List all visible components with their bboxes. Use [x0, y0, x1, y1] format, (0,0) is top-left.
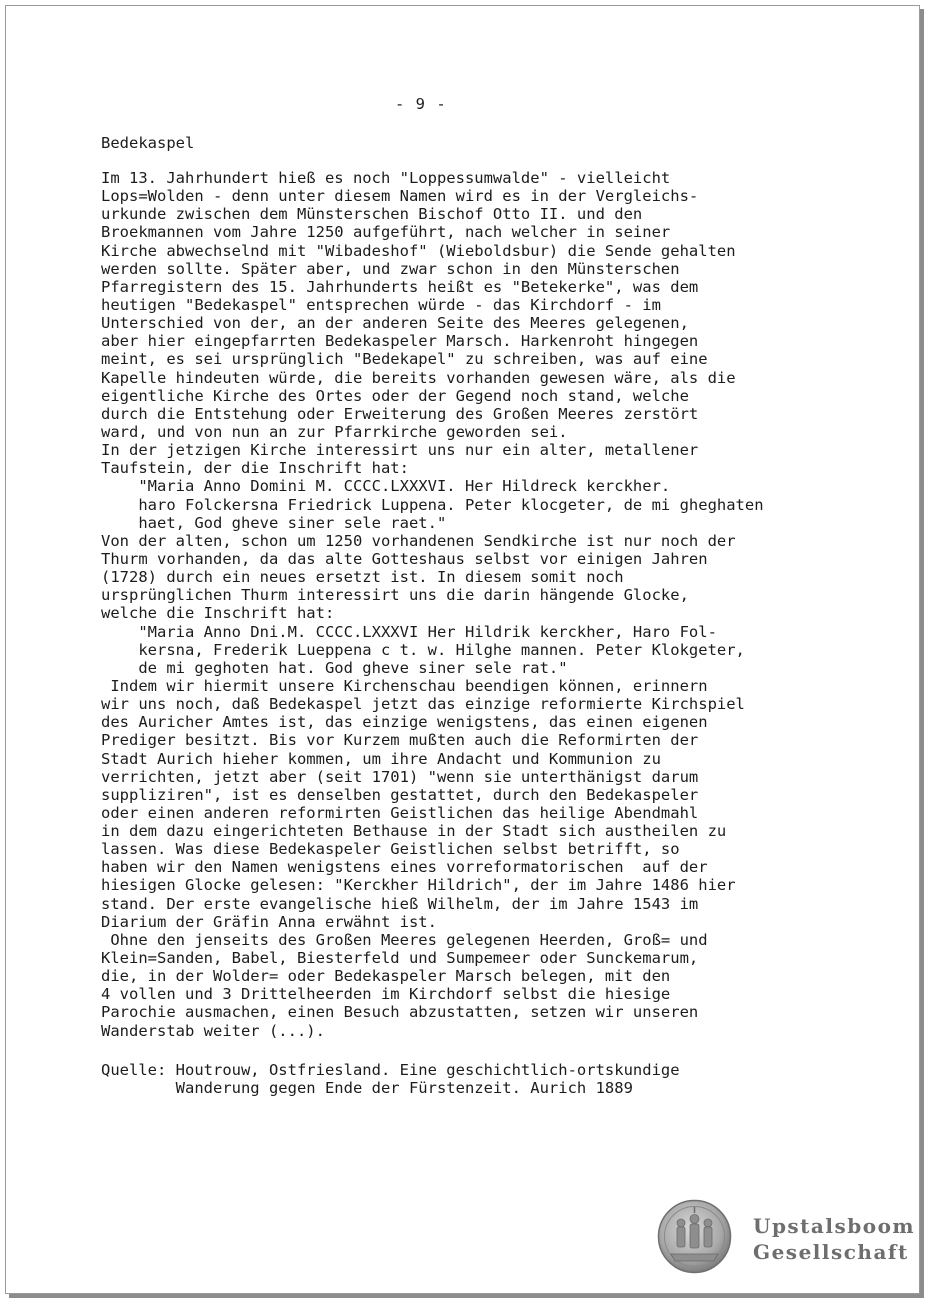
text-line: haet, God gheve siner sele raet."	[101, 513, 447, 532]
text-line: de mi geghoten hat. God gheve siner sele rat."	[101, 658, 568, 677]
text-line: haben wir den Namen wenigstens eines vorreformatorischen auf der	[101, 858, 708, 877]
text-line: ward, und von nun an zur Pfarrkirche geworden sei.	[101, 422, 568, 441]
logo-line-2: Gesellschaft	[753, 1240, 909, 1264]
text-line: lassen. Was diese Bedekaspeler Geistlichen selbst betrifft, so	[101, 840, 680, 859]
logo-line-1: Upstalsboom	[753, 1214, 916, 1238]
text-line: 4 vollen und 3 Drittelheerden im Kirchdorf selbst die hiesige	[101, 985, 671, 1004]
text-line: Klein=Sanden, Babel, Biesterfeld und Sumpemeer oder Sunckemarum,	[101, 949, 699, 968]
text-line: aber hier eingepfarrten Bedekaspeler Marsch. Harkenroht hingegen	[101, 332, 699, 351]
text-line: die, in der Wolder= oder Bedekaspeler Marsch belegen, mit den	[101, 967, 671, 986]
text-line: verrichten, jetzt aber (seit 1701) "wenn sie unterthänigst darum	[101, 767, 699, 786]
seal-emblem-icon	[657, 1199, 732, 1274]
text-line: Kapelle hindeuten würde, die bereits vorhanden gewesen wäre, als die	[101, 368, 736, 387]
text-line: kersna, Frederik Lueppena c t. w. Hilghe mannen. Peter Klokgeter,	[101, 640, 745, 659]
text-line: Broekmannen vom Jahre 1250 aufgeführt, nach welcher in seiner	[101, 223, 671, 242]
text-line: heutigen "Bedekaspel" entsprechen würde - das Kirchdorf - im	[101, 295, 661, 314]
text-line: urkunde zwischen dem Münsterschen Bischof Otto II. und den	[101, 205, 643, 224]
text-line: Wanderstab weiter (...).	[101, 1021, 325, 1040]
text-line: werden sollte. Später aber, und zwar schon in den Münsterschen	[101, 259, 680, 278]
text-line: Parochie ausmachen, einen Besuch abzustatten, setzen wir unseren	[101, 1003, 699, 1022]
text-line: "Maria Anno Dni.M. CCCC.LXXXVI Her Hildrik kerckher, Haro Fol-	[101, 622, 717, 641]
text-line: Unterschied von der, an der anderen Seite des Meeres gelegenen,	[101, 314, 689, 333]
text-line: Taufstein, der die Inschrift hat:	[101, 459, 409, 478]
text-line: Prediger besitzt. Bis vor Kurzem mußten auch die Reformirten der	[101, 731, 699, 750]
text-line: suppliziren", ist es denselben gestattet, durch den Bedekaspeler	[101, 785, 699, 804]
logo-wordmark	[753, 1213, 915, 1265]
society-logo	[657, 1197, 916, 1277]
text-line: In der jetzigen Kirche interessirt uns nur ein alter, metallener	[101, 441, 699, 460]
text-line: Im 13. Jahrhundert hieß es noch "Loppessumwalde" - vielleicht	[101, 169, 671, 187]
text-line: durch die Entstehung oder Erweiterung des Großen Meeres zerstört	[101, 404, 699, 423]
text-line: welche die Inschrift hat:	[101, 604, 335, 623]
text-line: meint, es sei ursprünglich "Bedekapel" zu schreiben, was auf eine	[101, 350, 708, 369]
text-line: Pfarregistern des 15. Jahrhunderts heißt es "Betekerke", was dem	[101, 277, 699, 296]
text-line: oder einen anderen reformirten Geistlichen das heilige Abendmahl	[101, 803, 699, 822]
text-line: (1728) durch ein neues ersetzt ist. In diesem somit noch	[101, 568, 624, 587]
text-line: in dem dazu eingerichteten Bethause in der Stadt sich austheilen zu	[101, 822, 727, 841]
text-line: stand. Der erste evangelische hieß Wilhelm, der im Jahre 1543 im	[101, 894, 699, 913]
source-line: Quelle: Houtrouw, Ostfriesland. Eine geschichtlich-ortskundige	[101, 1061, 680, 1079]
source-line: Wanderung gegen Ende der Fürstenzeit. Aurich 1889	[101, 1079, 633, 1097]
text-line: wir uns noch, daß Bedekaspel jetzt das einzige reformierte Kirchspiel	[101, 695, 745, 714]
text-line: Von der alten, schon um 1250 vorhandenen Sendkirche ist nur noch der	[101, 531, 736, 550]
text-line: des Auricher Amtes ist, das einzige wenigstens, das einen eigenen	[101, 713, 708, 732]
text-line: Ohne den jenseits des Großen Meeres gelegenen Heerden, Groß= und	[101, 930, 708, 949]
text-line: Diarium der Gräfin Anna erwähnt ist.	[101, 912, 437, 931]
section-heading: Bedekaspel	[101, 134, 195, 152]
body-text	[101, 169, 881, 1040]
text-line: haro Folckersna Friedrick Luppena. Peter klocgeter, de mi gheghaten	[101, 495, 764, 514]
text-line: Thurm vorhanden, da das alte Gotteshaus selbst vor einigen Jahren	[101, 549, 708, 568]
text-line: Kirche abwechselnd mit "Wibadeshof" (Wieboldsbur) die Sende gehalten	[101, 241, 736, 260]
text-line: Stadt Aurich hieher kommen, um ihre Andacht und Kommunion zu	[101, 749, 661, 768]
text-line: Lops=Wolden - denn unter diesem Namen wird es in der Vergleichs-	[101, 187, 699, 206]
page-number: - 9 -	[395, 95, 447, 113]
text-line: Indem wir hiermit unsere Kirchenschau beendigen können, erinnern	[101, 676, 708, 695]
text-line: eigentliche Kirche des Ortes oder der Gegend noch stand, welche	[101, 386, 689, 405]
text-line: "Maria Anno Domini M. CCCC.LXXXVI. Her Hildreck kerckher.	[101, 477, 671, 496]
source-citation	[101, 1061, 680, 1097]
text-line: hiesigen Glocke gelesen: "Kerckher Hildrich", der im Jahre 1486 hier	[101, 876, 736, 895]
text-line: ursprünglichen Thurm interessirt uns die darin hängende Glocke,	[101, 586, 689, 605]
